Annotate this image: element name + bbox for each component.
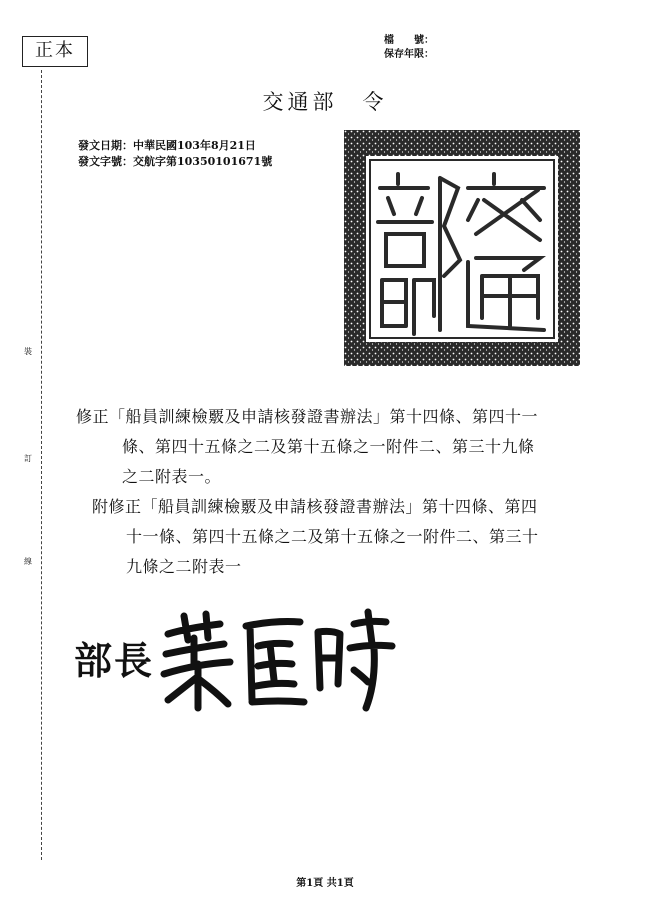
document-title: 交通部 令 [262, 90, 388, 114]
issue-date: 發文日期：中華民國103年8月21日 [78, 139, 256, 152]
order-line-3: 之二附表一。 [122, 467, 222, 486]
retention-label: 保存年限： [384, 49, 434, 60]
attachment-line-1: 附修正「船員訓練檢覈及申請核發證書辦法」第十四條、第四 [92, 497, 538, 516]
signature-title: 部長 [74, 638, 155, 683]
attachment-line-2: 十一條、第四十五條之二及第十五條之一附件二、第三十 [126, 527, 539, 546]
page-info: 第1頁 共1頁 [296, 878, 354, 889]
order-line-1: 修正「船員訓練檢覈及申請核發證書辦法」第十四條、第四十一 [76, 407, 539, 426]
side-marker-binding: 裝 [24, 347, 32, 356]
official-seal-icon [344, 130, 580, 366]
handwritten-signature-icon [158, 604, 398, 716]
binding-line [41, 70, 42, 860]
side-marker-line: 線 [24, 557, 32, 566]
copy-type-stamp: 正本 [22, 36, 88, 67]
file-number-label: 檔 號： [384, 35, 434, 46]
attachment-line-3: 九條之二附表一 [126, 557, 242, 576]
issue-number: 發文字號：交航字第10350101671號 [78, 155, 273, 168]
order-line-2: 條、第四十五條之二及第十五條之一附件二、第三十九條 [122, 437, 535, 456]
side-marker-staple: 訂 [24, 454, 32, 463]
